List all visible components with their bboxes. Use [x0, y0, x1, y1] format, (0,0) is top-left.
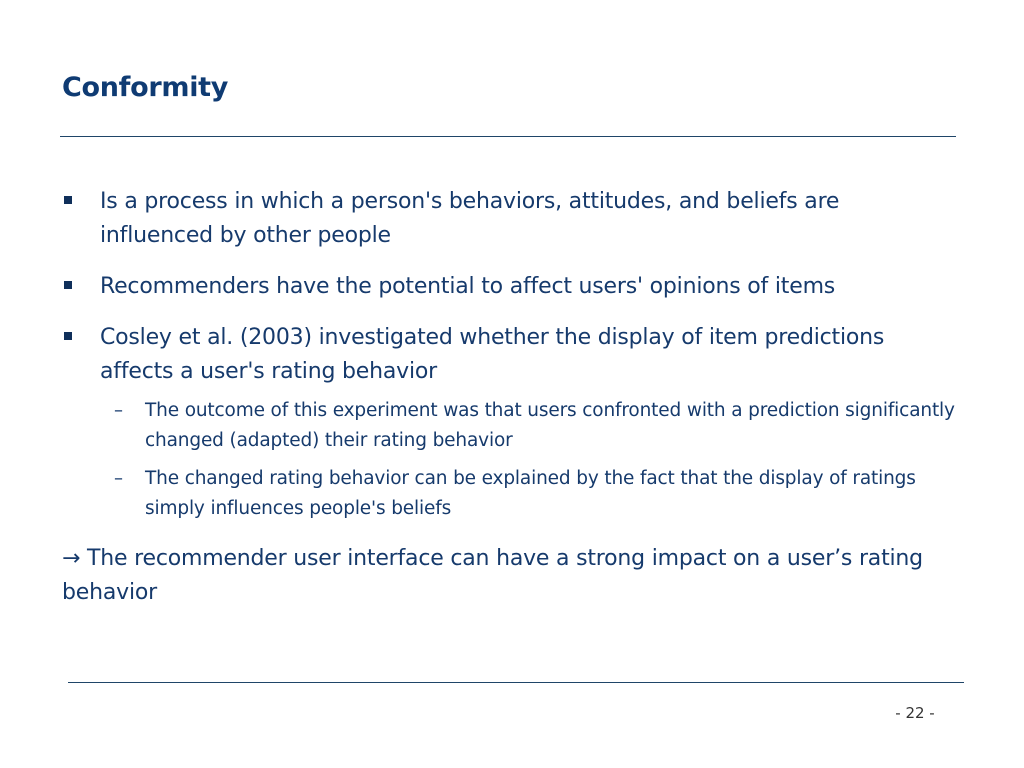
sub-bullet-item: The changed rating behavior can be explained by the fact that the display of ratings simply influences people's beliefs	[145, 468, 916, 519]
bullet-item: Cosley et al. (2003) investigated whether the display of item predictions affects a user's rating behavior	[100, 325, 885, 384]
slide-title: Conformity	[62, 72, 229, 103]
title-divider	[60, 136, 956, 137]
bullet-item: Is a process in which a person's behaviors, attitudes, and beliefs are influenced by other people	[100, 189, 840, 248]
bullet-item: Recommenders have the potential to affect users' opinions of items	[100, 274, 836, 299]
bullet-marker-icon	[64, 196, 72, 204]
sub-bullet-item: The outcome of this experiment was that users confronted with a prediction significantly changed (adapted) their rating behavior	[145, 400, 955, 451]
footer-divider	[68, 682, 964, 683]
bullet-marker-icon	[64, 332, 72, 340]
sub-bullet-dash-icon: –	[114, 400, 123, 421]
conclusion-text: → The recommender user interface can have a strong impact on a user’s rating behavior	[62, 546, 923, 605]
bullet-marker-icon	[64, 281, 72, 289]
page-number: - 22 -	[895, 704, 935, 722]
sub-bullet-dash-icon: –	[114, 468, 123, 489]
